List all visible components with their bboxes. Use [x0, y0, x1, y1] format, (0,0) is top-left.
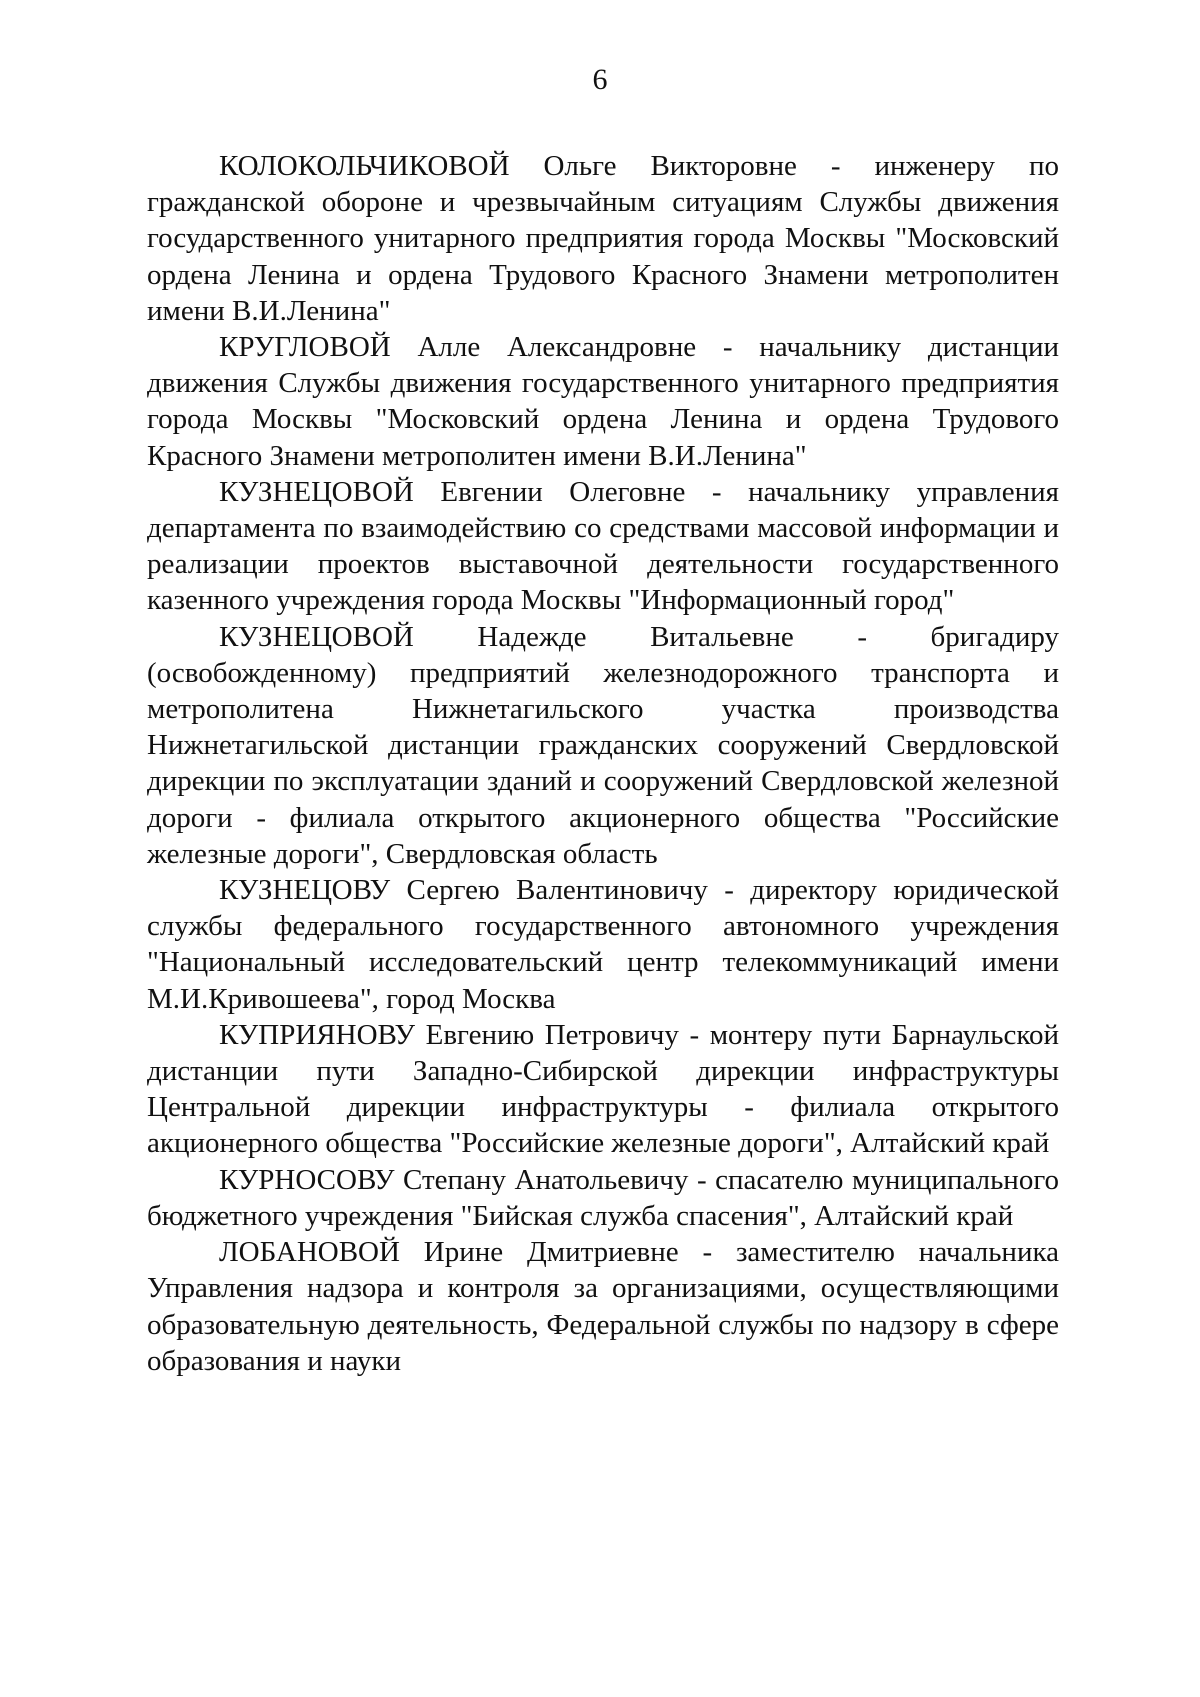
list-item: КУПРИЯНОВУ Евгению Петровичу - монтеру пути Барнаульской дистанции пути Западно-Сибирской дирекции инфраструктуры Центральной дирекции инфраструктуры - филиала открытого акционерного общества "Российские железные дороги", Алтайский край — [147, 1018, 1059, 1160]
list-item: КУЗНЕЦОВУ Сергею Валентиновичу - директору юридической службы федерального государственного автономного учреждения "Национальный исследовательский центр телекоммуникаций имени М.И.Кривошеева", город Москва — [147, 874, 1059, 1015]
list-item: КРУГЛОВОЙ Алле Александровне - начальнику дистанции движения Службы движения государственного унитарного предприятия города Москвы "Московский ордена Ленина и ордена Трудового Красного Знамени метрополитен имени В.И.Ленина" — [147, 331, 1059, 472]
list-item: КОЛОКОЛЬЧИКОВОЙ Ольге Викторовне - инженеру по гражданской обороне и чрезвычайным ситуациям Службы движения государственного унитарного предприятия города Москвы "Московский ордена Ленина и ордена Трудового Красного Знамени метрополитен имени В.И.Ленина" — [147, 150, 1059, 327]
list-item: КУЗНЕЦОВОЙ Евгении Олеговне - начальнику управления департамента по взаимодействию со средствами массовой информации и реализации проектов выставочной деятельности государственного казенного учреждения города Москвы "Информационный город" — [147, 475, 1059, 617]
list-item: КУЗНЕЦОВОЙ Надежде Витальевне - бригадиру (освобожденному) предприятий железнодорожного транспорта и метрополитена Нижнетагильского участка производства Нижнетагильской дистанции гражданских сооружений Свердловской дирекции по эксплуатации зданий и сооружений Свердловской железной дороги - филиала открытого акционерного общества "Российские железные дороги", Свердловская область — [147, 620, 1059, 870]
list-item: КУРНОСОВУ Степану Анатольевичу - спасателю муниципального бюджетного учреждения "Бийская служба спасения", Алтайский край — [147, 1163, 1059, 1232]
award-list — [147, 148, 1059, 1379]
list-item: ЛОБАНОВОЙ Ирине Дмитриевне - заместителю начальника Управления надзора и контроля за организациями, осуществляющими образовательную деятельность, Федеральной службы по надзору в сфере образования и науки — [147, 1236, 1059, 1377]
page-number: 6 — [592, 63, 608, 96]
